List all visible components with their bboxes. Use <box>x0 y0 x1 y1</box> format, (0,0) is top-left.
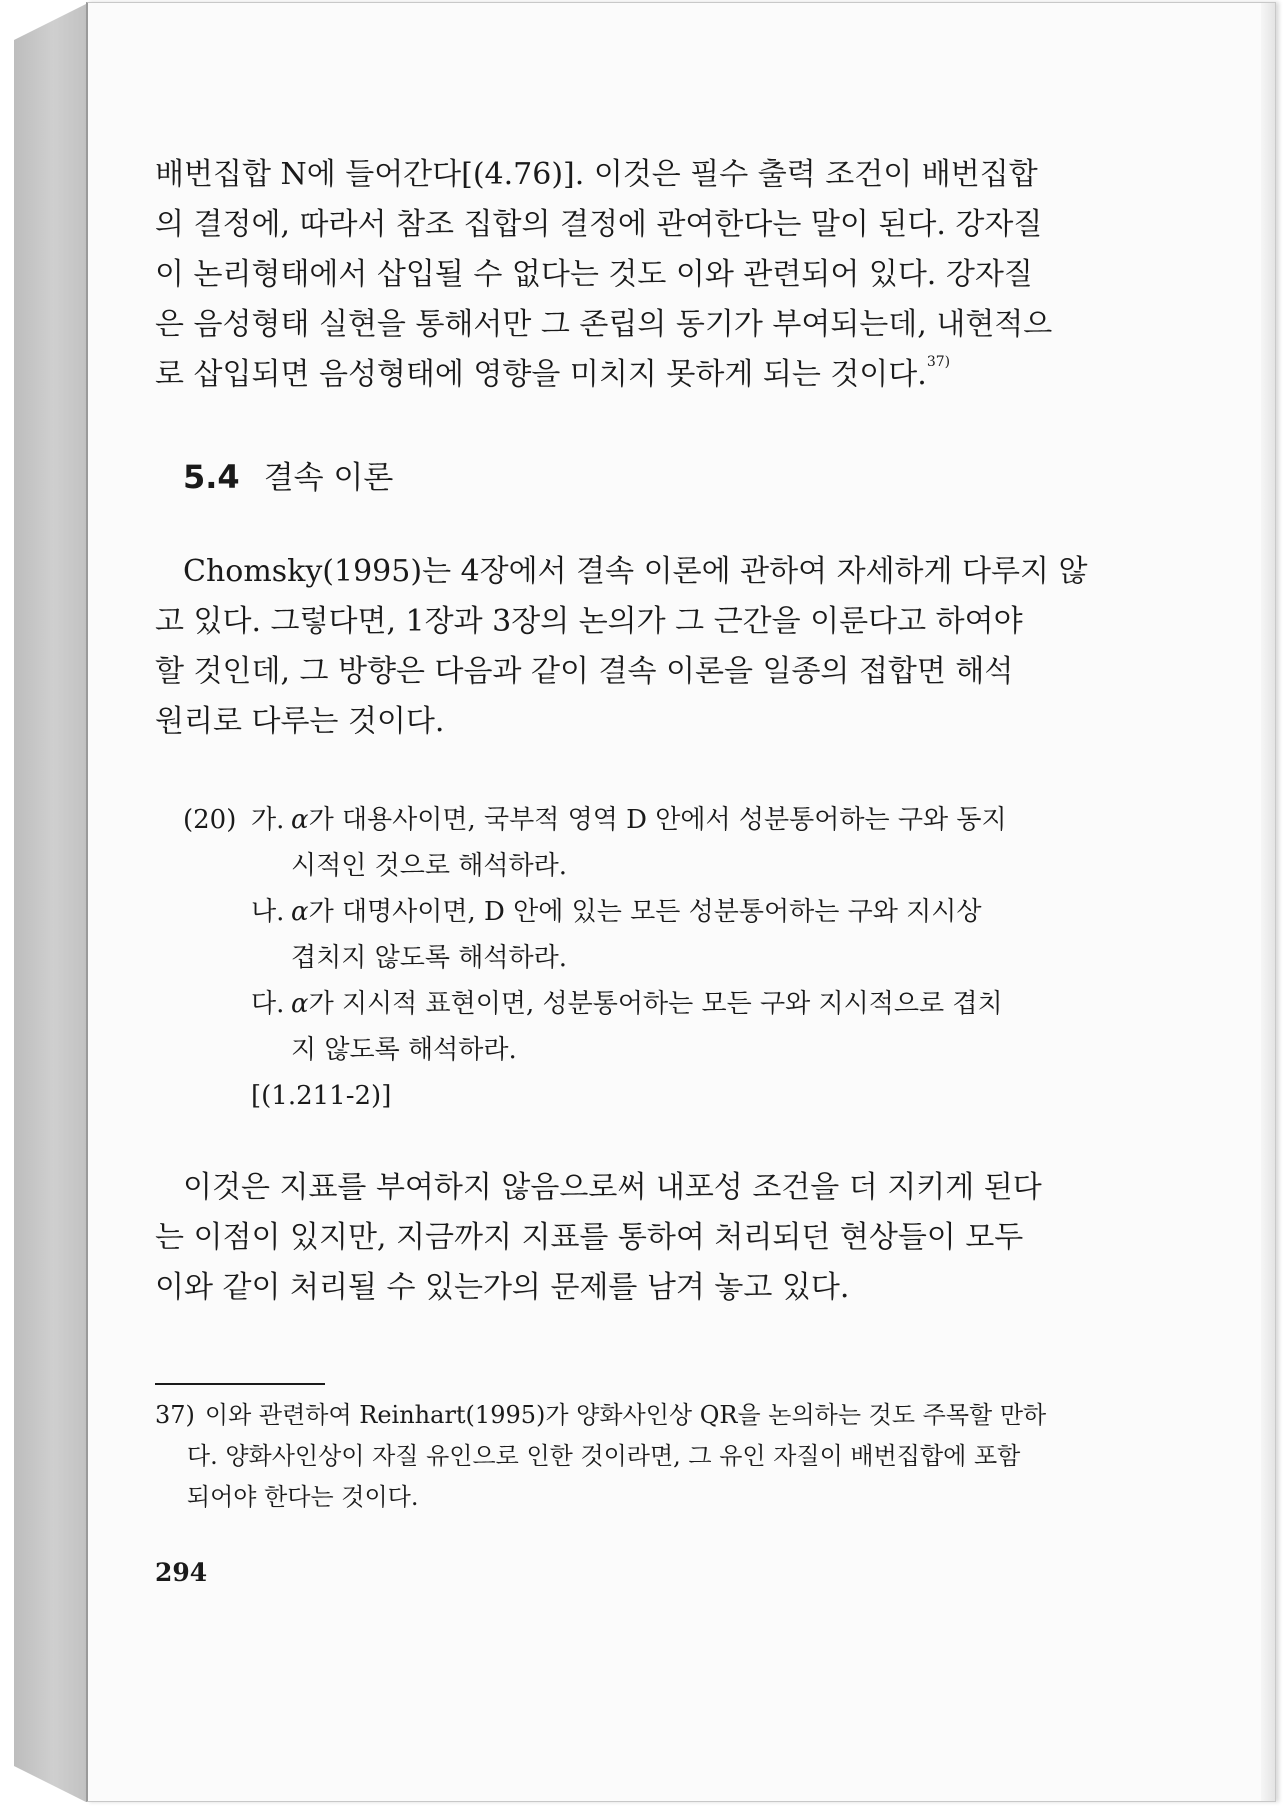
paragraph-line: 은 음성형태 실현을 통해서만 그 존립의 동기가 부여되는데, 내현적으 <box>155 307 1053 342</box>
example-line: 지 않도록 해석하라. <box>291 1035 517 1065</box>
footnote-number: 37) <box>155 1401 195 1429</box>
example-line <box>291 981 1145 1027</box>
example-line <box>291 797 1145 843</box>
alpha-symbol: α <box>291 805 309 835</box>
example-line <box>291 889 1145 935</box>
alpha-symbol: α <box>291 897 309 927</box>
section-number: 5.4 <box>183 458 240 496</box>
footnote-line: 다. 양화사인상이 자질 유인으로 인한 것이라면, 그 유인 자질이 배번집합에 포함 <box>186 1442 1021 1470</box>
example-line-text: 가 지시적 표현이면, 성분통어하는 모든 구와 지시적으로 겹치 <box>308 989 1003 1019</box>
paragraph-line: 이와 같이 처리될 수 있는가의 문제를 남겨 놓고 있다. <box>155 1270 850 1305</box>
paragraph-line: 원리로 다루는 것이다. <box>155 704 445 739</box>
paragraph-line-text: 로 삽입되면 음성형태에 영향을 미치지 못하게 되는 것이다. <box>155 357 927 392</box>
book-spine <box>14 4 86 1802</box>
paragraph-line <box>155 350 1145 400</box>
example-text <box>291 981 1145 1073</box>
example-marker: 가. <box>251 805 285 835</box>
example-marker: 다. <box>251 989 285 1019</box>
paragraph-line: 배번집합 N에 들어간다[(4.76)]. 이것은 필수 출력 조건이 배번집합 <box>155 157 1038 192</box>
section-title: 결속 이론 <box>263 460 394 496</box>
example-item <box>155 981 1145 1073</box>
example-block <box>155 797 1145 1119</box>
example-line: 겹치지 않도록 해석하라. <box>291 943 567 973</box>
example-number: (20) <box>183 805 237 835</box>
example-text <box>291 797 1145 889</box>
section-heading <box>183 452 1145 497</box>
footnote <box>155 1395 1145 1518</box>
example-marker: 나. <box>251 897 285 927</box>
paragraph-line: Chomsky(1995)는 4장에서 결속 이론에 관하여 자세하게 다루지 않 <box>183 554 1088 589</box>
footnote-divider <box>155 1383 325 1385</box>
example-text <box>291 889 1145 981</box>
footnote-line: 이와 관련하여 Reinhart(1995)가 양화사인상 QR을 논의하는 것도 주목할 만하 <box>204 1401 1047 1429</box>
example-item <box>155 889 1145 981</box>
paragraph-line: 고 있다. 그렇다면, 1장과 3장의 논의가 그 근간을 이룬다고 하여야 <box>155 604 1023 639</box>
paragraph-intro <box>155 547 1145 747</box>
paragraph-line: 이 논리형태에서 삽입될 수 없다는 것도 이와 관련되어 있다. 강자질 <box>155 257 1033 292</box>
alpha-symbol: α <box>291 989 309 1019</box>
page-content <box>155 150 1145 1587</box>
paragraph-line: 의 결정에, 따라서 참조 집합의 결정에 관여한다는 말이 된다. 강자질 <box>155 207 1043 242</box>
page-number: 294 <box>155 1558 208 1587</box>
footnote-text <box>186 1395 1145 1518</box>
example-line: 시적인 것으로 해석하라. <box>291 851 567 881</box>
example-line-text: 가 대용사이면, 국부적 영역 D 안에서 성분통어하는 구와 동지 <box>308 805 1007 835</box>
paragraph-line: 이것은 지표를 부여하지 않음으로써 내포성 조건을 더 지키게 된다 <box>183 1170 1042 1205</box>
example-item <box>155 797 1145 889</box>
example-line-text: 가 대명사이면, D 안에 있는 모든 성분통어하는 구와 지시상 <box>308 897 982 927</box>
paragraph-line: 할 것인데, 그 방향은 다음과 같이 결속 이론을 일종의 접합면 해석 <box>155 654 1014 689</box>
page-edge <box>1261 3 1275 1801</box>
paragraph-line: 는 이점이 있지만, 지금까지 지표를 통하여 처리되던 현상들이 모두 <box>155 1220 1024 1255</box>
paragraph-continued <box>155 150 1145 400</box>
footnote-line: 되어야 한다는 것이다. <box>186 1483 419 1511</box>
paragraph-conclusion <box>155 1163 1145 1313</box>
footnote-reference[interactable]: 37) <box>926 354 951 370</box>
example-citation: [(1.211-2)] <box>251 1081 392 1111</box>
